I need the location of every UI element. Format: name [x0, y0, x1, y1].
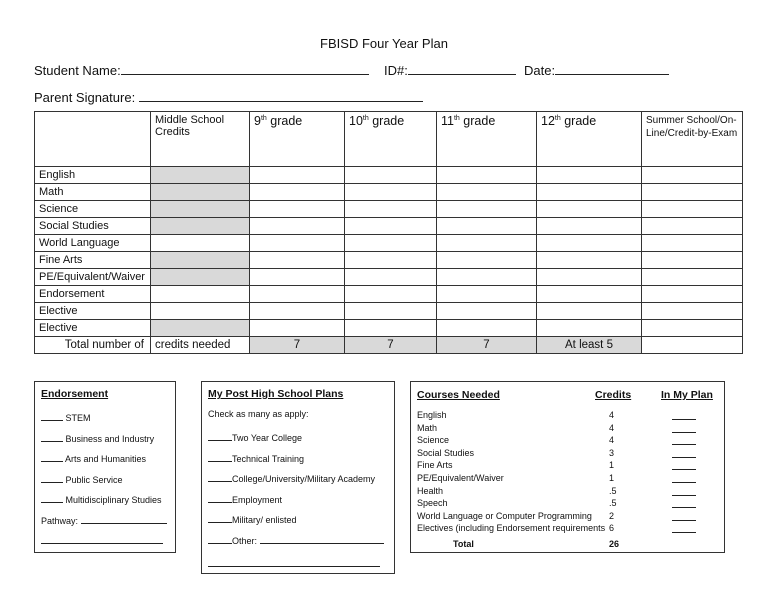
grade-10-number: 10 — [349, 114, 363, 128]
plan-cell[interactable] — [642, 286, 743, 303]
page-title: FBISD Four Year Plan — [320, 36, 448, 51]
plan-cell[interactable] — [537, 269, 642, 286]
post-plan-option-label: Two Year College — [232, 433, 303, 443]
in-my-plan-field[interactable] — [672, 473, 696, 483]
plan-cell[interactable] — [345, 235, 437, 252]
plan-cell[interactable] — [250, 235, 345, 252]
table-row — [35, 303, 743, 320]
total-grade-11: 7 — [437, 337, 537, 354]
endorsement-option[interactable] — [41, 432, 154, 444]
in-my-plan-field[interactable] — [672, 498, 696, 508]
post-plan-option[interactable] — [208, 513, 297, 525]
plan-cell[interactable] — [437, 201, 537, 218]
in-my-plan-field[interactable] — [672, 486, 696, 496]
header-middle-school: Middle School Credits — [151, 112, 250, 167]
course-name: World Language or Computer Programming — [417, 510, 592, 521]
plan-cell[interactable] — [250, 184, 345, 201]
plan-cell[interactable] — [537, 201, 642, 218]
plan-cell[interactable] — [642, 252, 743, 269]
other-field[interactable] — [260, 534, 384, 544]
endorsement-option-label: Multidisciplinary Studies — [65, 495, 162, 505]
post-plan-option-label: Technical Training — [232, 453, 305, 464]
plan-cell[interactable] — [250, 218, 345, 235]
checkbox-blank[interactable] — [41, 411, 63, 421]
subject-label: Elective — [35, 303, 151, 320]
plan-cell[interactable] — [345, 184, 437, 201]
parent-signature-label: Parent Signature: — [34, 90, 136, 105]
table-row — [35, 184, 743, 201]
in-my-plan-field[interactable] — [672, 448, 696, 458]
post-plan-option[interactable] — [208, 534, 384, 546]
plan-cell[interactable] — [250, 320, 345, 337]
subject-label: Endorsement — [35, 286, 151, 303]
endorsement-option-label: Arts and Humanities — [65, 454, 147, 464]
post-high-school-instruction: Check as many as apply: — [208, 409, 309, 419]
plan-cell[interactable] — [437, 218, 537, 235]
total-summer[interactable] — [642, 337, 743, 354]
grade-word: grade — [459, 114, 496, 128]
post-plan-option-label: Other: — [232, 535, 258, 546]
checkbox-blank[interactable] — [208, 493, 232, 503]
courses-needed-box — [410, 381, 725, 553]
plan-cell[interactable] — [642, 235, 743, 252]
student-name-field[interactable] — [121, 62, 369, 75]
plan-cell[interactable] — [250, 286, 345, 303]
post-plan-option-label: College/University/Military Academy — [232, 474, 376, 484]
plan-cell[interactable] — [437, 184, 537, 201]
endorsement-option-label: STEM — [65, 413, 91, 423]
subject-label: Elective — [35, 320, 151, 337]
in-my-plan-field[interactable] — [672, 460, 696, 470]
course-credits: .5 — [609, 485, 617, 496]
endorsement-option[interactable] — [41, 452, 146, 464]
course-name: English — [417, 410, 447, 420]
plan-cell — [151, 184, 250, 201]
plan-cell[interactable] — [345, 252, 437, 269]
course-credits: 1 — [609, 473, 615, 483]
plan-cell[interactable] — [642, 269, 743, 286]
plan-cell[interactable] — [345, 201, 437, 218]
plan-cell[interactable] — [437, 269, 537, 286]
post-plan-option-label: Military/ enlisted — [232, 515, 297, 525]
other-line-2[interactable] — [208, 557, 380, 569]
id-line[interactable] — [384, 62, 516, 78]
course-credits: 1 — [609, 460, 615, 471]
student-name-line[interactable] — [34, 62, 369, 78]
parent-signature-line[interactable] — [34, 89, 423, 105]
plan-cell[interactable] — [437, 235, 537, 252]
course-name: Health — [417, 485, 444, 496]
course-credits: 4 — [609, 435, 615, 446]
plan-cell[interactable] — [437, 303, 537, 320]
post-plan-option[interactable] — [208, 452, 304, 464]
subject-label: English — [35, 167, 151, 184]
endorsement-option[interactable] — [41, 493, 162, 505]
course-credits: 6 — [609, 523, 615, 534]
post-plan-option[interactable] — [208, 493, 282, 505]
table-row — [35, 269, 743, 286]
course-row — [417, 486, 717, 499]
endorsement-heading: Endorsement — [41, 388, 109, 400]
subject-label: World Language — [35, 235, 151, 252]
checkbox-blank[interactable] — [208, 431, 232, 441]
in-my-plan-heading: In My Plan — [661, 389, 713, 401]
header-grade-10 — [345, 112, 437, 167]
plan-cell — [151, 167, 250, 184]
grade-11-number: 11 — [441, 114, 454, 128]
plan-cell[interactable] — [250, 167, 345, 184]
date-field[interactable] — [555, 62, 669, 75]
course-row — [417, 460, 717, 473]
subject-label: Social Studies — [35, 218, 151, 235]
table-row — [35, 218, 743, 235]
subject-label: PE/Equivalent/Waiver — [35, 269, 151, 286]
plan-cell[interactable] — [345, 320, 437, 337]
course-name: Social Studies — [417, 447, 475, 458]
courses-heading: Courses Needed — [417, 389, 500, 401]
id-field[interactable] — [408, 62, 516, 75]
plan-cell — [151, 218, 250, 235]
post-high-school-box — [201, 381, 395, 574]
header-grade-11 — [437, 112, 537, 167]
pathway-line-2[interactable] — [41, 534, 163, 546]
grade-word: grade — [368, 114, 405, 128]
endorsement-option-label: Public Service — [65, 474, 123, 485]
plan-cell[interactable] — [151, 235, 250, 252]
total-row — [35, 337, 743, 354]
plan-cell[interactable] — [642, 303, 743, 320]
post-plan-option[interactable] — [208, 431, 302, 443]
course-row — [417, 448, 717, 461]
checkbox-blank[interactable] — [208, 472, 232, 482]
subject-label: Math — [35, 184, 151, 201]
plan-cell[interactable] — [437, 252, 537, 269]
in-my-plan-field[interactable] — [672, 435, 696, 445]
course-credits: 4 — [609, 410, 615, 420]
plan-cell[interactable] — [250, 201, 345, 218]
plan-cell[interactable] — [250, 303, 345, 320]
student-name-label: Student Name: — [34, 63, 121, 78]
date-label: Date: — [524, 63, 556, 78]
course-credits: 4 — [609, 422, 615, 433]
total-label: Total number of — [35, 337, 151, 354]
four-year-plan-table — [34, 111, 743, 354]
in-my-plan-field[interactable] — [672, 423, 696, 433]
header-grade-9 — [250, 112, 345, 167]
course-row — [417, 410, 717, 423]
plan-cell[interactable] — [437, 167, 537, 184]
courses-total-value: 26 — [609, 539, 620, 549]
grade-word: grade — [266, 114, 303, 128]
plan-cell[interactable] — [345, 269, 437, 286]
total-grade-9: 7 — [250, 337, 345, 354]
in-my-plan-field[interactable] — [672, 511, 696, 521]
endorsement-option-label: Business and Industry — [65, 433, 155, 444]
plan-cell[interactable] — [537, 286, 642, 303]
plan-cell — [151, 201, 250, 218]
credits-heading: Credits — [595, 389, 632, 401]
subject-label: Fine Arts — [35, 252, 151, 269]
plan-cell[interactable] — [437, 320, 537, 337]
course-row — [417, 473, 717, 486]
table-row — [35, 252, 743, 269]
plan-cell[interactable] — [537, 167, 642, 184]
plan-cell[interactable] — [642, 320, 743, 337]
plan-cell[interactable] — [537, 218, 642, 235]
table-row — [35, 235, 743, 252]
plan-cell[interactable] — [537, 252, 642, 269]
id-label: ID#: — [384, 63, 408, 78]
grade-9-number: 9 — [254, 114, 261, 128]
plan-cell[interactable] — [642, 184, 743, 201]
table-header-row — [35, 112, 743, 167]
plan-cell[interactable] — [250, 252, 345, 269]
total-credits-needed: credits needed — [151, 337, 250, 354]
course-row — [417, 423, 717, 436]
course-row — [417, 511, 717, 524]
header-empty-cell — [35, 112, 151, 167]
other-field-2[interactable] — [208, 557, 380, 567]
courses-total-label: Total — [453, 539, 474, 549]
pathway-label: Pathway: — [41, 516, 79, 526]
subject-label: Science — [35, 201, 151, 218]
checkbox-blank[interactable] — [41, 473, 63, 483]
pathway-line[interactable] — [41, 514, 167, 526]
total-grade-12: At least 5 — [537, 337, 642, 354]
pathway-field-2[interactable] — [41, 534, 163, 544]
grade-suffix: th — [554, 114, 561, 122]
course-credits: .5 — [609, 498, 617, 509]
plan-cell[interactable] — [345, 303, 437, 320]
grade-12-number: 12 — [541, 114, 555, 128]
checkbox-blank[interactable] — [208, 513, 232, 523]
table-row — [35, 201, 743, 218]
plan-cell[interactable] — [537, 320, 642, 337]
plan-cell — [151, 269, 250, 286]
endorsement-option[interactable] — [41, 411, 91, 423]
plan-cell[interactable] — [250, 269, 345, 286]
course-credits: 3 — [609, 447, 615, 458]
plan-cell[interactable] — [642, 201, 743, 218]
plan-cell[interactable] — [537, 303, 642, 320]
grade-word: grade — [560, 114, 597, 128]
course-name: Science — [417, 435, 450, 446]
in-my-plan-field[interactable] — [672, 410, 696, 420]
course-name: Fine Arts — [417, 460, 453, 471]
header-grade-12 — [537, 112, 642, 167]
post-high-school-heading: My Post High School Plans — [208, 388, 344, 400]
plan-cell[interactable] — [345, 286, 437, 303]
course-row — [417, 523, 717, 536]
table-row — [35, 286, 743, 303]
course-name: Electives (including Endorsement requirements — [417, 523, 606, 534]
post-plan-option[interactable] — [208, 472, 375, 484]
date-line[interactable] — [524, 62, 669, 78]
plan-cell — [151, 320, 250, 337]
table-row — [35, 167, 743, 184]
in-my-plan-field[interactable] — [672, 523, 696, 533]
checkbox-blank[interactable] — [41, 452, 63, 462]
plan-cell[interactable] — [642, 167, 743, 184]
grade-suffix: th — [362, 114, 369, 122]
checkbox-blank[interactable] — [41, 493, 63, 503]
plan-cell[interactable] — [151, 286, 250, 303]
endorsement-box — [34, 381, 176, 553]
plan-cell[interactable] — [537, 184, 642, 201]
checkbox-blank[interactable] — [41, 432, 63, 442]
course-row — [417, 435, 717, 448]
plan-cell[interactable] — [537, 235, 642, 252]
course-row — [417, 498, 717, 511]
course-name: Math — [417, 422, 438, 433]
plan-cell — [151, 252, 250, 269]
course-credits: 2 — [609, 510, 615, 521]
header-summer-school: Summer School/On-Line/Credit-by-Exam — [642, 112, 743, 167]
plan-cell[interactable] — [151, 303, 250, 320]
table-row — [35, 320, 743, 337]
course-name: Speech — [417, 498, 448, 509]
checkbox-blank[interactable] — [208, 452, 232, 462]
endorsement-option[interactable] — [41, 473, 123, 485]
plan-cell[interactable] — [437, 286, 537, 303]
course-name: PE/Equivalent/Waiver — [417, 473, 504, 483]
grade-suffix: th — [453, 114, 460, 122]
grade-suffix: th — [260, 114, 267, 122]
parent-signature-field[interactable] — [139, 89, 423, 102]
plan-cell[interactable] — [345, 167, 437, 184]
plan-cell[interactable] — [642, 218, 743, 235]
post-plan-option-label: Employment — [232, 494, 283, 505]
pathway-field[interactable] — [81, 514, 167, 524]
total-grade-10: 7 — [345, 337, 437, 354]
plan-cell[interactable] — [345, 218, 437, 235]
checkbox-blank[interactable] — [208, 534, 232, 544]
